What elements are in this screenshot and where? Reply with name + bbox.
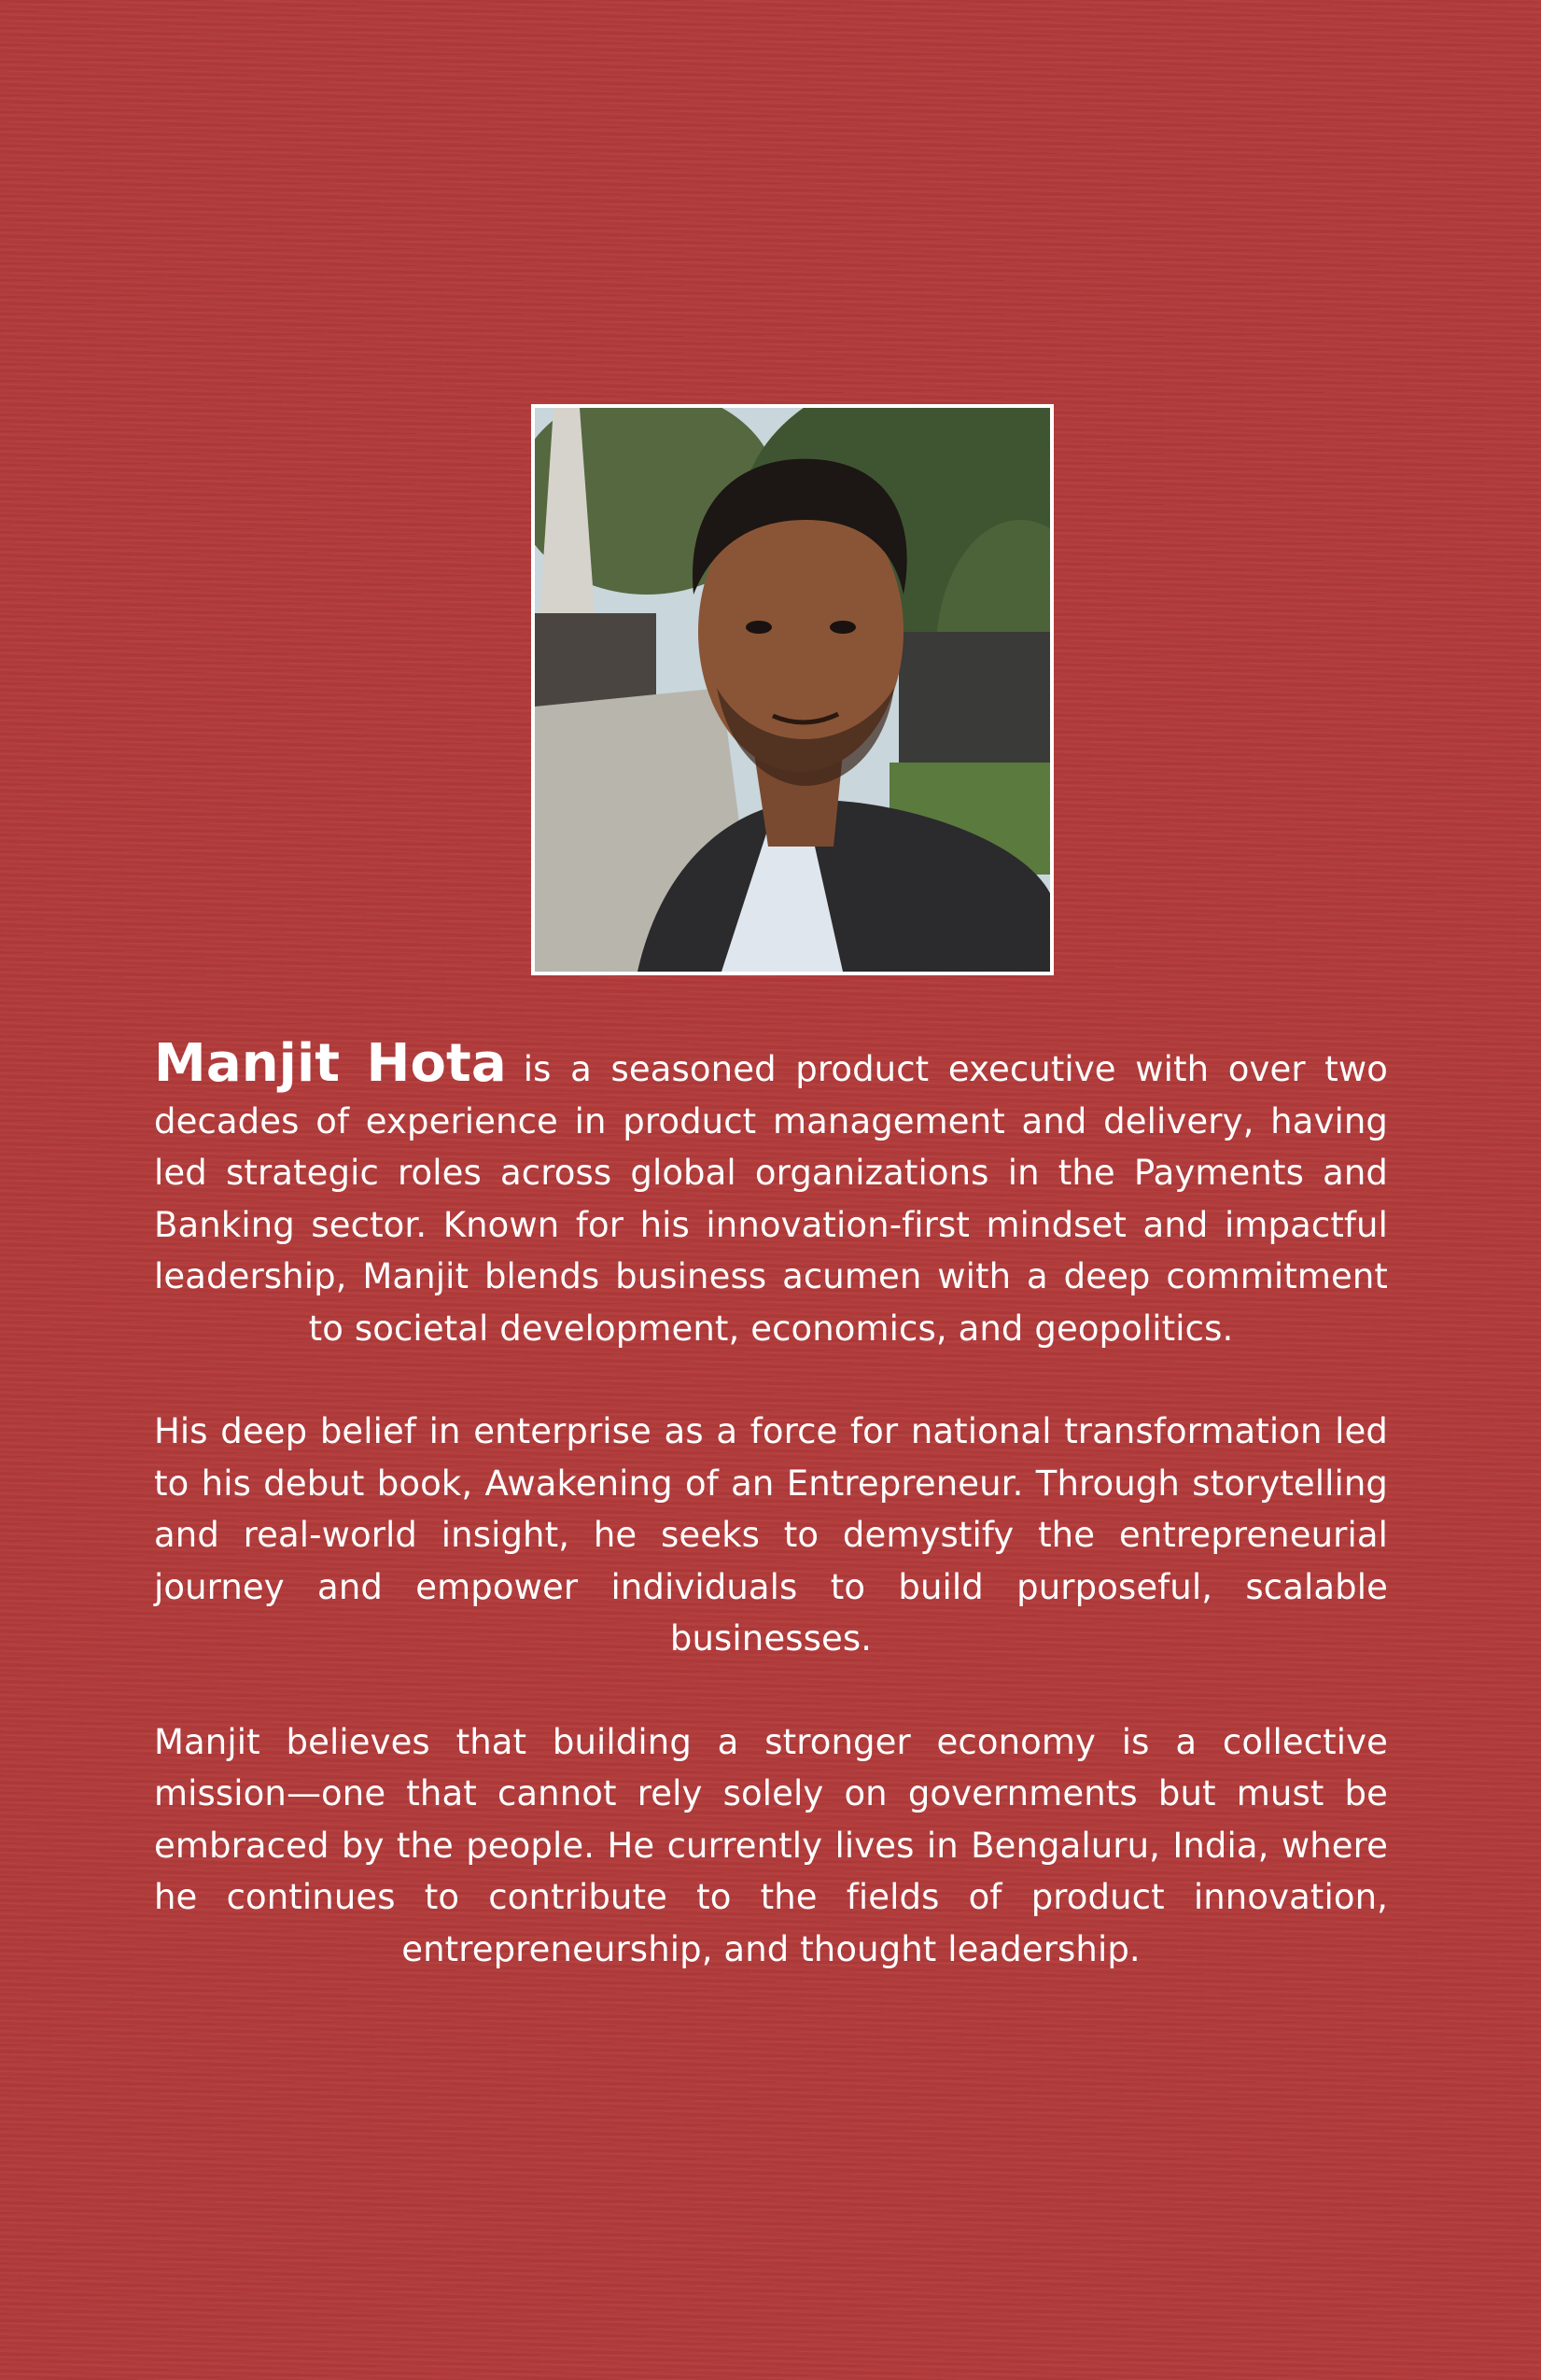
bio-paragraph-2: His deep belief in enterprise as a force for national transformation led to his debut book, Awakening of an Entrepreneur. Through storytelling and real-world insight, he seeks to demystify the entrepreneurial journey and empower individuals to build purposeful, scalable businesses.	[154, 1411, 1388, 1659]
bio-paragraph-3: Manjit believes that building a stronger economy is a collective mission—one that cannot rely solely on governments but must be embraced by the people. He currently lives in Bengaluru, India, where he continues to contribute to the fields of product innovation, entrepreneurship, and thought leadership.	[154, 1721, 1388, 1969]
author-photo	[531, 404, 1054, 975]
author-portrait-image	[535, 408, 1050, 972]
bio-paragraph-1	[154, 1033, 1388, 1354]
bio-paragraph-1-text: is a seasoned product executive with over two decades of experience in product management and delivery, having led strategic roles across global organizations in the Payments and Banking sector. Known for his innovation-first mindset and impactful leadership, Manjit blends business acumen with a deep commitment to societal development, economics, and geopolitics.	[154, 1049, 1388, 1349]
author-name: Manjit Hota	[154, 1033, 507, 1094]
author-bio	[154, 1033, 1388, 1975]
